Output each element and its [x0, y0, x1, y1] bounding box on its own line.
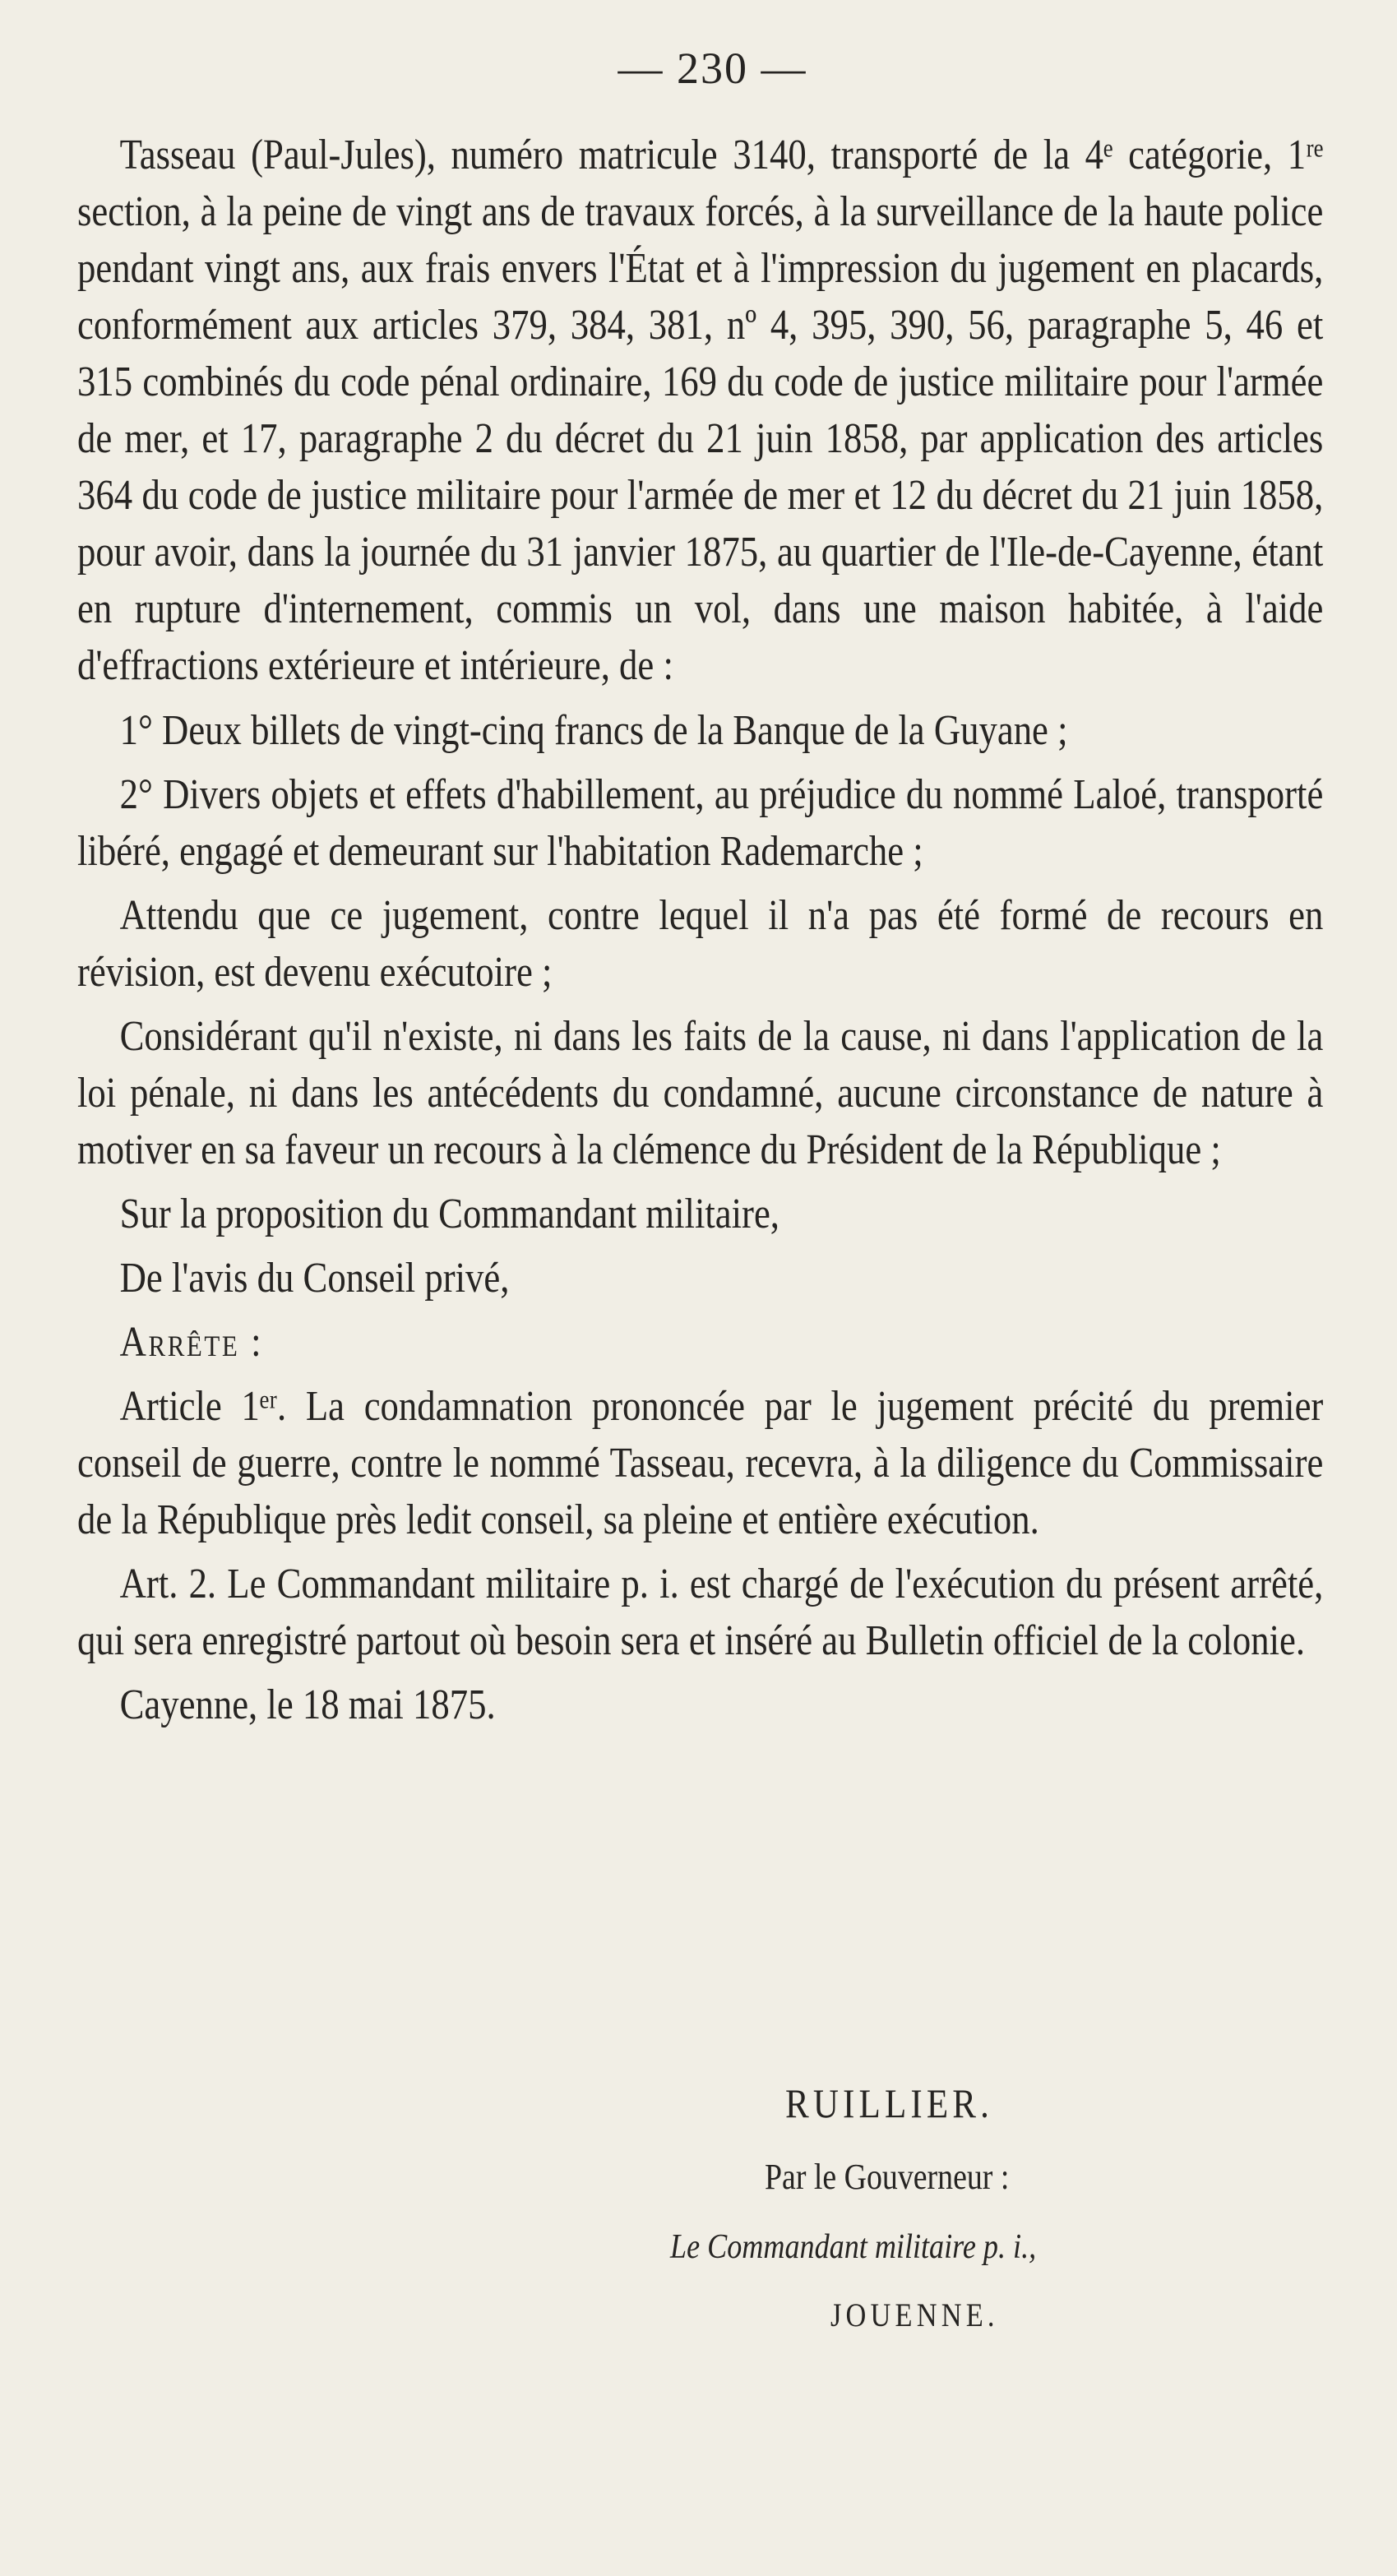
paragraph-proposition: Sur la proposition du Commandant militaire,	[119, 1191, 779, 1237]
article-2: Art. 2. Le Commandant militaire p. i. est chargé de l'exécution du présent arrêté, qui sera enregistré partout où besoin sera et inséré au Bulletin officiel de la colonie.	[77, 1561, 1324, 1664]
page-number: — 230 —	[618, 44, 807, 93]
paragraph-attendu: Attendu que ce jugement, contre lequel il n'a pas été formé de recours en révision, est devenu exécutoire ;	[77, 892, 1324, 996]
signature-role: Le Commandant militaire p. i.,	[670, 2228, 1037, 2266]
paragraph-avis: De l'avis du Conseil privé,	[119, 1255, 510, 1302]
signature-name: RUILLIER.	[785, 2080, 994, 2126]
paragraph-item-1: 1° Deux billets de vingt-cinq francs de la Banque de la Guyane ;	[119, 707, 1068, 754]
decree-heading: Arrête :	[119, 1319, 264, 1366]
paragraph-item-2: 2° Divers objets et effets d'habillement, au préjudice du nommé Laloé, transporté libéré, engagé et demeurant sur l'habitation Rademarche ;	[77, 771, 1324, 875]
article-1: Article 1ᵉʳ. La condamnation prononcée par le jugement précité du premier conseil de guerre, contre le nommé Tasseau, recevra, à la diligence du Commissaire de la République près ledit conseil, sa pleine et entière exécution.	[77, 1383, 1324, 1543]
document-body	[77, 127, 1323, 1733]
signature-name-2: JOUENNE.	[830, 2296, 999, 2333]
paragraph-considerant: Considérant qu'il n'existe, ni dans les faits de la cause, ni dans l'application de la loi pénale, ni dans les antécédents du condamné, aucune circonstance de nature à motiver en sa faveur un recours à la clémence du Président de la République ;	[77, 1013, 1324, 1173]
paragraph-judgment: Tasseau (Paul-Jules), numéro matricule 3140, transporté de la 4ᵉ catégorie, 1ʳᵉ section, à la peine de vingt ans de travaux forcés, à la surveillance de la haute police pendant vingt ans, aux frais envers l'État et à l'impression du jugement en placards, conformément aux articles 379, 384, 381, nº 4, 395, 390, 56, paragraphe 5, 46 et 315 combinés du code pénal ordinaire, 169 du code de justice militaire pour l'armée de mer, et 17, paragraphe 2 du décret du 21 juin 1858, par application des articles 364 du code de justice militaire pour l'armée de mer et 12 du décret du 21 juin 1858, pour avoir, dans la journée du 31 janvier 1875, au quartier de l'Ile-de-Cayenne, étant en rupture d'internement, commis un vol, dans une maison habitée, à l'aide d'effractions extérieure et intérieure, de :	[77, 132, 1324, 689]
place-date: Cayenne, le 18 mai 1875.	[119, 1681, 496, 1728]
signature-by: Par le Gouverneur :	[765, 2157, 1010, 2197]
